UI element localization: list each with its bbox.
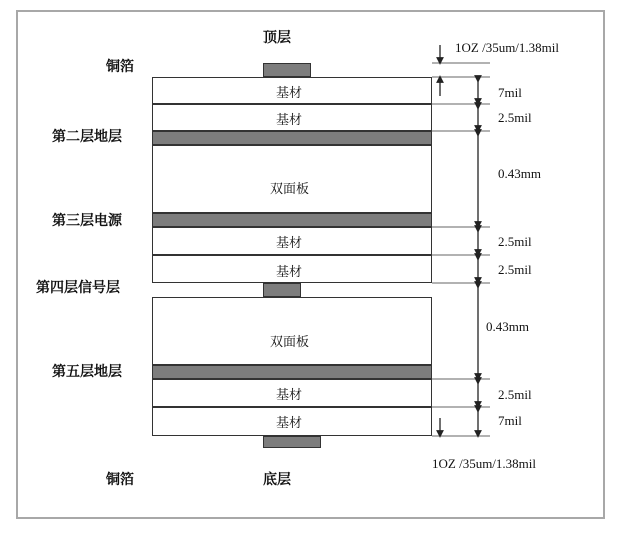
substrate-label: 基材: [276, 388, 303, 403]
dim-copper-bottom: 1OZ /35um/1.38mil: [432, 456, 536, 471]
dim-2p5mil: 2.5mil: [498, 234, 532, 249]
label-copper-top: 铜箔: [106, 59, 134, 75]
label-layer5: 第五层地层: [52, 364, 122, 380]
dim-7mil: 7mil: [498, 413, 522, 428]
core-label: 双面板: [270, 335, 310, 350]
substrate-label: 基材: [276, 86, 303, 101]
dim-7mil: 7mil: [498, 85, 522, 100]
substrate-label: 基材: [276, 265, 303, 280]
substrate-label: 基材: [276, 236, 303, 251]
label-layer2: 第二层地层: [52, 129, 122, 145]
substrate-label: 基材: [276, 113, 303, 128]
dim-2p5mil: 2.5mil: [498, 262, 532, 277]
dim-2p5mil: 2.5mil: [498, 387, 532, 402]
label-layer3: 第三层电源: [52, 213, 122, 229]
bottom-layer-title: 底层: [263, 472, 291, 488]
dim-0p43mm: 0.43mm: [486, 319, 529, 334]
top-layer-title: 顶层: [263, 30, 291, 46]
dim-2p5mil: 2.5mil: [498, 110, 532, 125]
dim-copper-top: 1OZ /35um/1.38mil: [455, 40, 559, 55]
label-copper-bottom: 铜箔: [106, 472, 134, 488]
label-layer4: 第四层信号层: [36, 280, 120, 296]
dim-0p43mm: 0.43mm: [498, 166, 541, 181]
substrate-label: 基材: [276, 416, 303, 431]
core-label: 双面板: [270, 182, 310, 197]
